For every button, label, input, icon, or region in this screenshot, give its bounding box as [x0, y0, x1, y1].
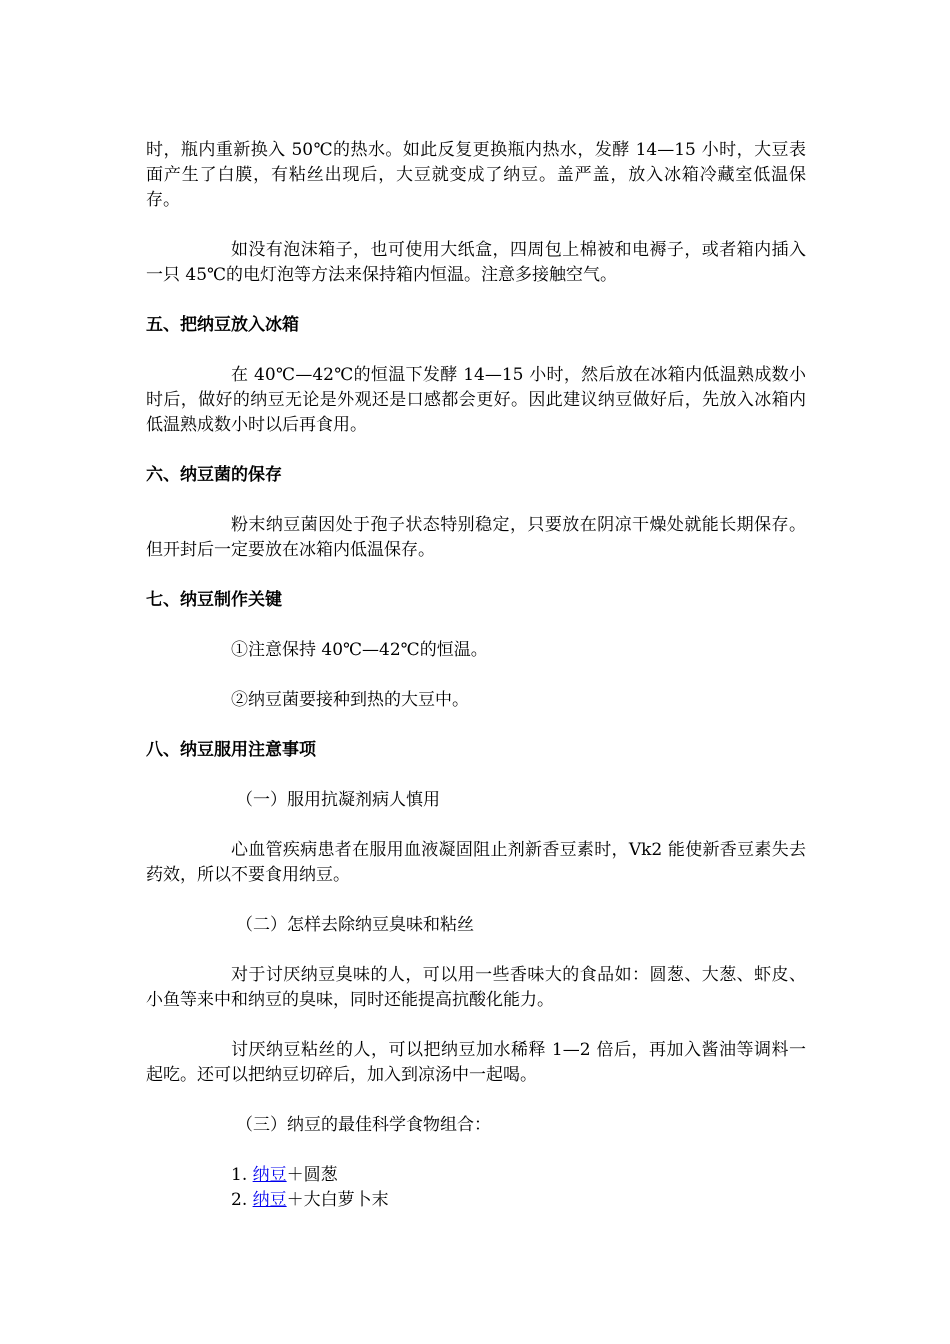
list-text: ＋大白萝卜末 [286, 1190, 389, 1210]
document-page [146, 138, 806, 1213]
paragraph-alternative-box: 如没有泡沫箱子，也可使用大纸盒，四周包上棉被和电褥子，或者箱内插入一只 45℃的电灯泡等方法来保持箱内恒温。注意多接触空气。 [146, 240, 806, 285]
heading-section-5: 五、把纳豆放入冰箱 [146, 315, 299, 335]
paragraph-fermentation: 时，瓶内重新换入 50℃的热水。如此反复更换瓶内热水，发酵 14—15 小时，大豆表面产生了白膜，有粘丝出现后，大豆就变成了纳豆。盖严盖，放入冰箱冷藏室低温保存。 [146, 140, 806, 210]
paragraph-refrigerate: 在 40℃—42℃的恒温下发酵 14—15 小时，然后放在冰箱内低温熟成数小时后，做好的纳豆无论是外观还是口感都会更好。因此建议纳豆做好后，先放入冰箱内低温熟成数小时以后再食用。 [146, 365, 806, 435]
paragraph-key-1: ①注意保持 40℃—42℃的恒温。 [231, 640, 488, 660]
paragraph-storage: 粉末纳豆菌因处于孢子状态特别稳定，只要放在阴凉干燥处就能长期保存。但开封后一定要放在冰箱内低温保存。 [146, 515, 806, 560]
paragraph-anticoagulant: 心血管疾病患者在服用血液凝固阻止剂新香豆素时，Vk2 能使新香豆素失去药效，所以不要食用纳豆。 [146, 840, 806, 885]
paragraph-key-2: ②纳豆菌要接种到热的大豆中。 [231, 690, 469, 710]
list-item [146, 1188, 806, 1213]
list-text: ＋圆葱 [286, 1165, 338, 1185]
list-number: 1. [231, 1165, 248, 1185]
natto-link[interactable]: 纳豆 [252, 1165, 287, 1185]
heading-section-6: 六、纳豆菌的保存 [146, 465, 282, 485]
subheading-2: （二）怎样去除纳豆臭味和粘丝 [236, 915, 474, 935]
paragraph-odor: 对于讨厌纳豆臭味的人，可以用一些香味大的食品如：圆葱、大葱、虾皮、小鱼等来中和纳豆的臭味，同时还能提高抗酸化能力。 [146, 965, 806, 1010]
paragraph-sticky: 讨厌纳豆粘丝的人，可以把纳豆加水稀释 1—2 倍后，再加入酱油等调料一起吃。还可以把纳豆切碎后，加入到凉汤中一起喝。 [146, 1040, 806, 1085]
heading-section-8: 八、纳豆服用注意事项 [146, 740, 316, 760]
list-item [146, 1163, 806, 1188]
subheading-3: （三）纳豆的最佳科学食物组合： [236, 1115, 491, 1135]
natto-link[interactable]: 纳豆 [252, 1190, 287, 1210]
list-number: 2. [231, 1190, 248, 1210]
heading-section-7: 七、纳豆制作关键 [146, 590, 282, 610]
subheading-1: （一）服用抗凝剂病人慎用 [236, 790, 440, 810]
